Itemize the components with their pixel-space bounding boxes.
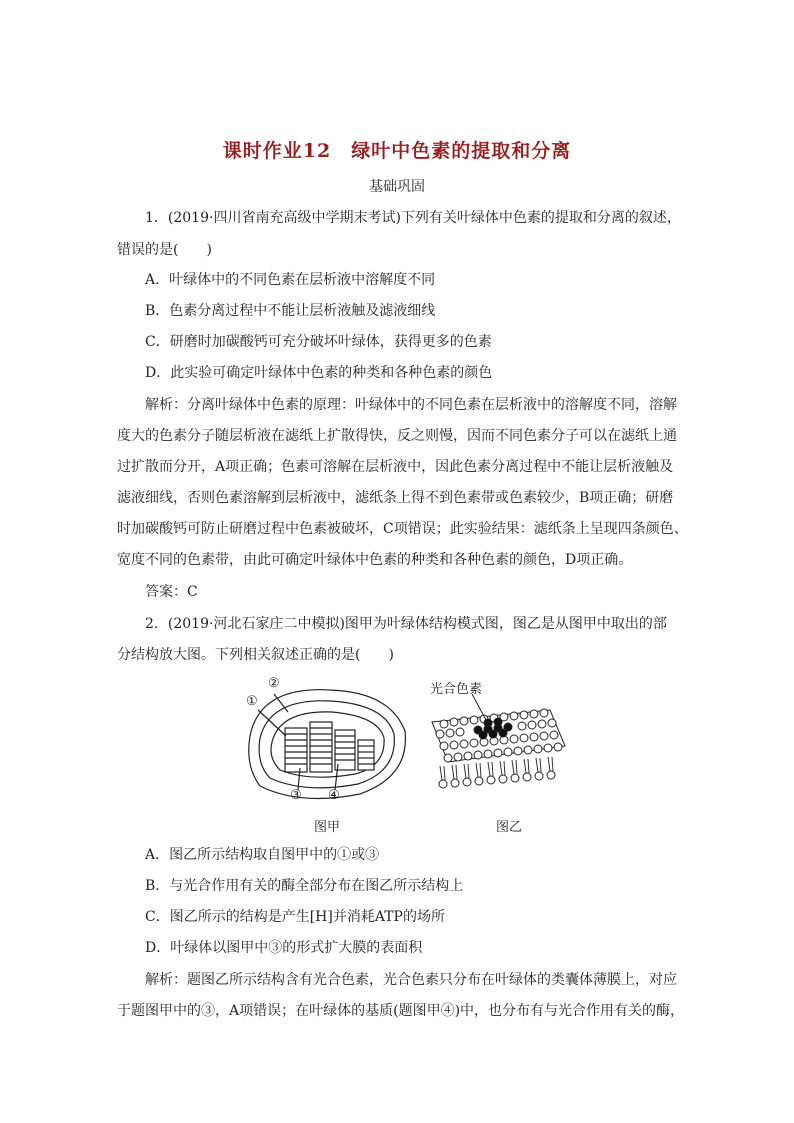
text-line: 宽度不同的色素带，由此可确定叶绿体中色素的种类和各种色素的颜色，D项正确。 xyxy=(117,552,633,568)
text-line: 解析：分离叶绿体中色素的原理：叶绿体中的不同色素在层析液中的溶解度不同，溶解 xyxy=(145,397,677,413)
chloroplast-figure xyxy=(240,676,570,836)
text-line: 1．(2019·四川省南充高级中学期末考试)下列有关叶绿体中色素的提取和分离的叙述， xyxy=(145,210,681,226)
text-line: 分结构放大图。下列相关叙述正确的是( ) xyxy=(117,647,394,663)
option-line: A．图乙所示结构取自图甲中的①或③ xyxy=(145,847,380,863)
pigment-label: 光合色素 xyxy=(430,682,483,697)
section-heading: 基础巩固 xyxy=(369,179,425,195)
text-line: 于题图甲中的③，A项错误；在叶绿体的基质(题图甲④)中，也分布有与光合作用有关的酶， xyxy=(117,1003,685,1019)
option-line: A．叶绿体中的不同色素在层析液中溶解度不同 xyxy=(145,272,436,288)
answer-line: 答案：C xyxy=(145,584,198,600)
figure-label-2: ② xyxy=(268,676,280,691)
option-line: B．色素分离过程中不能让层析液触及滤液细线 xyxy=(145,303,436,319)
text-line: 时加碳酸钙可防止研磨过程中色素被破坏，C项错误；此实验结果：滤纸条上呈现四条颜色、 xyxy=(117,521,688,537)
text-line: 过扩散而分开，A项正确；色素可溶解在层析液中，因此色素分离过程中不能让层析液触及 xyxy=(117,459,674,475)
option-line: D．叶绿体以图甲中③的形式扩大膜的表面积 xyxy=(145,940,423,956)
option-line: B．与光合作用有关的酶全部分布在图乙所示结构上 xyxy=(145,878,464,894)
chloroplast-structure-a xyxy=(249,690,406,799)
thylakoid-membrane-b xyxy=(432,694,565,788)
figure-label-4: ④ xyxy=(328,788,340,803)
text-line: 滤液细线，否则色素溶解到层析液中，滤纸条上得不到色素带或色素较少，B项正确；研磨 xyxy=(117,490,674,506)
chloroplast-diagram xyxy=(240,676,570,836)
figure-caption-b: 图乙 xyxy=(496,820,523,835)
page-title: 课时作业12 绿叶中色素的提取和分离 xyxy=(222,140,572,162)
text-line: 2．(2019·河北石家庄二中模拟)图甲为叶绿体结构模式图，图乙是从图甲中取出的部 xyxy=(145,616,667,632)
figure-label-3: ③ xyxy=(290,788,302,803)
option-line: C．图乙所示的结构是产生[H]并消耗ATP的场所 xyxy=(145,909,445,925)
figure-label-1: ① xyxy=(246,694,258,709)
option-line: C．研磨时加碳酸钙可充分破坏叶绿体，获得更多的色素 xyxy=(145,334,492,350)
figure-caption-a: 图甲 xyxy=(314,820,341,835)
text-line: 度大的色素分子随层析液在滤纸上扩散得快，反之则慢，因而不同色素分子可以在滤纸上通 xyxy=(117,428,677,444)
text-line: 错误的是( ) xyxy=(117,242,212,258)
text-line: 解析：题图乙所示结构含有光合色素，光合色素只分布在叶绿体的类囊体薄膜上，对应 xyxy=(145,972,677,988)
option-line: D．此实验可确定叶绿体中色素的种类和各种色素的颜色 xyxy=(145,365,493,381)
